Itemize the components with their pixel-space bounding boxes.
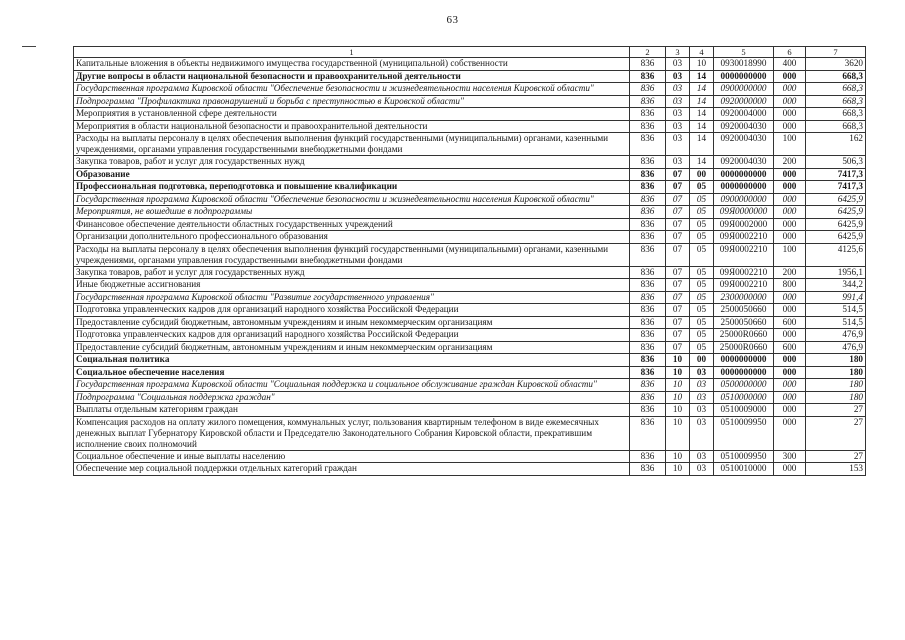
row-amount-cell: 7417,3 <box>806 181 866 194</box>
row-expense-type-cell: 000 <box>774 366 806 379</box>
table-row <box>74 450 866 463</box>
row-name-cell: Образование <box>74 168 630 181</box>
row-section-cell: 07 <box>666 316 690 329</box>
row-section-cell: 03 <box>666 95 690 108</box>
row-name-cell: Социальное обеспечение населения <box>74 366 630 379</box>
row-section-cell: 10 <box>666 463 690 476</box>
row-admin-cell: 836 <box>630 391 666 404</box>
row-amount-cell: 668,3 <box>806 108 866 121</box>
row-subsection-cell: 14 <box>690 108 714 121</box>
row-admin-cell: 836 <box>630 463 666 476</box>
table-row <box>74 463 866 476</box>
row-section-cell: 07 <box>666 266 690 279</box>
row-expense-type-cell: 300 <box>774 450 806 463</box>
row-subsection-cell: 14 <box>690 120 714 133</box>
table-row <box>74 291 866 304</box>
row-target-article-cell: 09Я0002000 <box>714 218 774 231</box>
header-cell-section: 3 <box>666 47 690 58</box>
table-row <box>74 231 866 244</box>
row-name-cell: Государственная программа Кировской области "Обеспечение безопасности и жизнедеятельности населения Кировской области" <box>74 193 630 206</box>
row-amount-cell: 514,5 <box>806 304 866 317</box>
row-subsection-cell: 14 <box>690 95 714 108</box>
row-subsection-cell: 14 <box>690 70 714 83</box>
row-section-cell: 07 <box>666 243 690 266</box>
table-row <box>74 193 866 206</box>
row-subsection-cell: 05 <box>690 266 714 279</box>
table-row <box>74 58 866 71</box>
row-amount-cell: 6425,9 <box>806 206 866 219</box>
row-expense-type-cell: 000 <box>774 231 806 244</box>
row-target-article-cell: 2500050660 <box>714 316 774 329</box>
row-expense-type-cell: 600 <box>774 316 806 329</box>
row-admin-cell: 836 <box>630 108 666 121</box>
row-name-cell: Финансовое обеспечение деятельности областных государственных учреждений <box>74 218 630 231</box>
row-admin-cell: 836 <box>630 329 666 342</box>
budget-table <box>73 46 866 476</box>
row-subsection-cell: 03 <box>690 404 714 417</box>
row-amount-cell: 668,3 <box>806 95 866 108</box>
row-subsection-cell: 03 <box>690 366 714 379</box>
row-name-cell: Государственная программа Кировской области "Развитие государственного управления" <box>74 291 630 304</box>
table-row <box>74 218 866 231</box>
row-target-article-cell: 0930018990 <box>714 58 774 71</box>
row-name-cell: Организации дополнительного профессионального образования <box>74 231 630 244</box>
row-target-article-cell: 09Я0000000 <box>714 206 774 219</box>
row-section-cell: 10 <box>666 379 690 392</box>
row-amount-cell: 991,4 <box>806 291 866 304</box>
page-number: 63 <box>446 14 459 26</box>
row-expense-type-cell: 000 <box>774 291 806 304</box>
table-row <box>74 243 866 266</box>
row-expense-type-cell: 000 <box>774 463 806 476</box>
table-header-row <box>74 47 866 58</box>
row-expense-type-cell: 000 <box>774 416 806 450</box>
table-row <box>74 341 866 354</box>
margin-mark <box>22 46 36 47</box>
row-section-cell: 07 <box>666 279 690 292</box>
row-admin-cell: 836 <box>630 70 666 83</box>
row-section-cell: 10 <box>666 404 690 417</box>
row-subsection-cell: 05 <box>690 291 714 304</box>
row-amount-cell: 7417,3 <box>806 168 866 181</box>
table-row <box>74 391 866 404</box>
table-row <box>74 120 866 133</box>
row-admin-cell: 836 <box>630 366 666 379</box>
row-name-cell: Расходы на выплаты персоналу в целях обеспечения выполнения функций государственными (муниципальными) органами, казенными учреждениями, органами управления государственными внебюджетными фондами <box>74 133 630 156</box>
row-target-article-cell: 09Я0002210 <box>714 243 774 266</box>
row-amount-cell: 180 <box>806 391 866 404</box>
row-section-cell: 03 <box>666 133 690 156</box>
row-name-cell: Подготовка управленческих кадров для организаций народного хозяйства Российской Федерации <box>74 329 630 342</box>
row-section-cell: 07 <box>666 291 690 304</box>
row-target-article-cell: 0000000000 <box>714 366 774 379</box>
row-section-cell: 03 <box>666 120 690 133</box>
table-row <box>74 279 866 292</box>
row-amount-cell: 27 <box>806 404 866 417</box>
row-name-cell: Профессиональная подготовка, переподготовка и повышение квалификации <box>74 181 630 194</box>
row-target-article-cell: 0510009950 <box>714 450 774 463</box>
row-name-cell: Иные бюджетные ассигнования <box>74 279 630 292</box>
row-amount-cell: 3620 <box>806 58 866 71</box>
row-subsection-cell: 03 <box>690 416 714 450</box>
table-row <box>74 354 866 367</box>
row-expense-type-cell: 000 <box>774 108 806 121</box>
row-expense-type-cell: 000 <box>774 391 806 404</box>
row-admin-cell: 836 <box>630 193 666 206</box>
row-subsection-cell: 03 <box>690 463 714 476</box>
row-subsection-cell: 14 <box>690 83 714 96</box>
table-row <box>74 206 866 219</box>
row-admin-cell: 836 <box>630 291 666 304</box>
row-section-cell: 03 <box>666 70 690 83</box>
row-name-cell: Подпрограмма "Профилактика правонарушений и борьба с преступностью в Кировской области" <box>74 95 630 108</box>
row-name-cell: Капитальные вложения в объекты недвижимого имущества государственной (муниципальной) собственности <box>74 58 630 71</box>
row-section-cell: 10 <box>666 450 690 463</box>
row-target-article-cell: 0920004000 <box>714 108 774 121</box>
table-row <box>74 108 866 121</box>
row-expense-type-cell: 000 <box>774 95 806 108</box>
table-row <box>74 416 866 450</box>
row-subsection-cell: 05 <box>690 243 714 266</box>
row-section-cell: 03 <box>666 83 690 96</box>
row-admin-cell: 836 <box>630 416 666 450</box>
row-target-article-cell: 0000000000 <box>714 181 774 194</box>
row-amount-cell: 153 <box>806 463 866 476</box>
row-admin-cell: 836 <box>630 133 666 156</box>
row-admin-cell: 836 <box>630 83 666 96</box>
row-expense-type-cell: 000 <box>774 70 806 83</box>
row-target-article-cell: 0920004030 <box>714 156 774 169</box>
row-expense-type-cell: 200 <box>774 266 806 279</box>
header-cell-name: 1 <box>74 47 630 58</box>
row-amount-cell: 476,9 <box>806 329 866 342</box>
row-admin-cell: 836 <box>630 354 666 367</box>
row-admin-cell: 836 <box>630 231 666 244</box>
row-admin-cell: 836 <box>630 450 666 463</box>
row-admin-cell: 836 <box>630 404 666 417</box>
row-admin-cell: 836 <box>630 168 666 181</box>
row-target-article-cell: 0000000000 <box>714 70 774 83</box>
row-subsection-cell: 05 <box>690 341 714 354</box>
row-subsection-cell: 05 <box>690 206 714 219</box>
table-row <box>74 168 866 181</box>
row-expense-type-cell: 000 <box>774 83 806 96</box>
row-name-cell: Подпрограмма "Социальная поддержка граждан" <box>74 391 630 404</box>
row-expense-type-cell: 000 <box>774 329 806 342</box>
table-row <box>74 70 866 83</box>
row-target-article-cell: 0920000000 <box>714 95 774 108</box>
row-target-article-cell: 0000000000 <box>714 354 774 367</box>
row-subsection-cell: 10 <box>690 58 714 71</box>
row-section-cell: 07 <box>666 193 690 206</box>
row-subsection-cell: 05 <box>690 316 714 329</box>
row-target-article-cell: 25000R0660 <box>714 341 774 354</box>
row-admin-cell: 836 <box>630 266 666 279</box>
row-target-article-cell: 0000000000 <box>714 168 774 181</box>
row-amount-cell: 1956,1 <box>806 266 866 279</box>
row-name-cell: Социальное обеспечение и иные выплаты населению <box>74 450 630 463</box>
row-expense-type-cell: 000 <box>774 404 806 417</box>
row-admin-cell: 836 <box>630 341 666 354</box>
row-expense-type-cell: 000 <box>774 120 806 133</box>
header-cell-expense-type: 6 <box>774 47 806 58</box>
row-section-cell: 10 <box>666 366 690 379</box>
row-expense-type-cell: 000 <box>774 206 806 219</box>
row-amount-cell: 180 <box>806 354 866 367</box>
row-amount-cell: 6425,9 <box>806 193 866 206</box>
row-amount-cell: 344,2 <box>806 279 866 292</box>
row-target-article-cell: 25000R0660 <box>714 329 774 342</box>
row-amount-cell: 27 <box>806 450 866 463</box>
row-admin-cell: 836 <box>630 206 666 219</box>
row-section-cell: 07 <box>666 341 690 354</box>
row-admin-cell: 836 <box>630 379 666 392</box>
table-row <box>74 156 866 169</box>
row-section-cell: 07 <box>666 231 690 244</box>
table-row <box>74 83 866 96</box>
row-expense-type-cell: 000 <box>774 379 806 392</box>
row-name-cell: Закупка товаров, работ и услуг для государственных нужд <box>74 156 630 169</box>
row-expense-type-cell: 000 <box>774 181 806 194</box>
row-name-cell: Мероприятия в области национальной безопасности и правоохранительной деятельности <box>74 120 630 133</box>
row-admin-cell: 836 <box>630 218 666 231</box>
row-amount-cell: 514,5 <box>806 316 866 329</box>
row-expense-type-cell: 400 <box>774 58 806 71</box>
row-subsection-cell: 05 <box>690 304 714 317</box>
row-target-article-cell: 09Я0002210 <box>714 279 774 292</box>
table-row <box>74 329 866 342</box>
row-admin-cell: 836 <box>630 95 666 108</box>
row-target-article-cell: 0510009950 <box>714 416 774 450</box>
table-row <box>74 404 866 417</box>
row-expense-type-cell: 000 <box>774 218 806 231</box>
row-section-cell: 07 <box>666 206 690 219</box>
row-amount-cell: 162 <box>806 133 866 156</box>
row-subsection-cell: 14 <box>690 133 714 156</box>
row-target-article-cell: 09Я0002210 <box>714 231 774 244</box>
row-amount-cell: 180 <box>806 379 866 392</box>
row-amount-cell: 6425,9 <box>806 231 866 244</box>
row-section-cell: 07 <box>666 168 690 181</box>
table-row <box>74 379 866 392</box>
row-subsection-cell: 05 <box>690 193 714 206</box>
row-target-article-cell: 2300000000 <box>714 291 774 304</box>
row-amount-cell: 668,3 <box>806 70 866 83</box>
row-target-article-cell: 2500050660 <box>714 304 774 317</box>
row-target-article-cell: 0900000000 <box>714 83 774 96</box>
row-target-article-cell: 0510000000 <box>714 391 774 404</box>
row-subsection-cell: 05 <box>690 181 714 194</box>
header-cell-admin: 2 <box>630 47 666 58</box>
row-name-cell: Подготовка управленческих кадров для организаций народного хозяйства Российской Федерации <box>74 304 630 317</box>
row-name-cell: Государственная программа Кировской области "Обеспечение безопасности и жизнедеятельности населения Кировской области" <box>74 83 630 96</box>
table-row <box>74 95 866 108</box>
row-expense-type-cell: 000 <box>774 168 806 181</box>
row-name-cell: Расходы на выплаты персоналу в целях обеспечения выполнения функций государственными (муниципальными) органами, казенными учреждениями, органами управления государственными внебюджетными фондами <box>74 243 630 266</box>
row-section-cell: 10 <box>666 416 690 450</box>
row-amount-cell: 6425,9 <box>806 218 866 231</box>
row-section-cell: 07 <box>666 329 690 342</box>
row-subsection-cell: 05 <box>690 231 714 244</box>
row-target-article-cell: 0920004030 <box>714 120 774 133</box>
row-section-cell: 03 <box>666 108 690 121</box>
table-row <box>74 304 866 317</box>
row-amount-cell: 668,3 <box>806 120 866 133</box>
row-amount-cell: 506,3 <box>806 156 866 169</box>
row-expense-type-cell: 600 <box>774 341 806 354</box>
row-expense-type-cell: 100 <box>774 133 806 156</box>
row-admin-cell: 836 <box>630 243 666 266</box>
row-expense-type-cell: 000 <box>774 354 806 367</box>
header-cell-target-article: 5 <box>714 47 774 58</box>
row-admin-cell: 836 <box>630 304 666 317</box>
row-admin-cell: 836 <box>630 58 666 71</box>
row-name-cell: Другие вопросы в области национальной безопасности и правоохранительной деятельности <box>74 70 630 83</box>
row-section-cell: 07 <box>666 181 690 194</box>
row-expense-type-cell: 000 <box>774 304 806 317</box>
row-name-cell: Предоставление субсидий бюджетным, автономным учреждениям и иным некоммерческим организациям <box>74 341 630 354</box>
row-section-cell: 10 <box>666 391 690 404</box>
row-name-cell: Выплаты отдельным категориям граждан <box>74 404 630 417</box>
row-admin-cell: 836 <box>630 181 666 194</box>
row-expense-type-cell: 800 <box>774 279 806 292</box>
row-subsection-cell: 03 <box>690 391 714 404</box>
row-name-cell: Предоставление субсидий бюджетным, автономным учреждениям и иным некоммерческим организациям <box>74 316 630 329</box>
row-section-cell: 07 <box>666 304 690 317</box>
row-subsection-cell: 14 <box>690 156 714 169</box>
row-name-cell: Государственная программа Кировской области "Социальная поддержка и социальное обслуживание граждан Кировской области" <box>74 379 630 392</box>
header-cell-amount: 7 <box>806 47 866 58</box>
row-admin-cell: 836 <box>630 156 666 169</box>
row-subsection-cell: 05 <box>690 329 714 342</box>
row-name-cell: Обеспечение мер социальной поддержки отдельных категорий граждан <box>74 463 630 476</box>
row-target-article-cell: 09Я0002210 <box>714 266 774 279</box>
row-admin-cell: 836 <box>630 316 666 329</box>
row-name-cell: Компенсация расходов на оплату жилого помещения, коммунальных услуг, пользования квартирным телефоном в виде ежемесячных денежных выплат Губернатору Кировской области и Председателю Законодательного Собрания Кировской области, прекратившим исполнение своих полномочий <box>74 416 630 450</box>
row-admin-cell: 836 <box>630 120 666 133</box>
budget-table-body <box>74 47 866 476</box>
row-amount-cell: 476,9 <box>806 341 866 354</box>
row-amount-cell: 180 <box>806 366 866 379</box>
row-expense-type-cell: 100 <box>774 243 806 266</box>
row-target-article-cell: 0510009000 <box>714 404 774 417</box>
row-subsection-cell: 05 <box>690 279 714 292</box>
row-target-article-cell: 0500000000 <box>714 379 774 392</box>
row-target-article-cell: 0510010000 <box>714 463 774 476</box>
row-name-cell: Мероприятия в установленной сфере деятельности <box>74 108 630 121</box>
row-expense-type-cell: 200 <box>774 156 806 169</box>
row-section-cell: 07 <box>666 218 690 231</box>
row-target-article-cell: 0920004030 <box>714 133 774 156</box>
row-name-cell: Мероприятия, не вошедшие в подпрограммы <box>74 206 630 219</box>
row-target-article-cell: 0900000000 <box>714 193 774 206</box>
table-row <box>74 316 866 329</box>
row-subsection-cell: 00 <box>690 168 714 181</box>
table-row <box>74 266 866 279</box>
row-amount-cell: 27 <box>806 416 866 450</box>
row-section-cell: 03 <box>666 58 690 71</box>
row-amount-cell: 668,3 <box>806 83 866 96</box>
header-cell-subsection: 4 <box>690 47 714 58</box>
row-admin-cell: 836 <box>630 279 666 292</box>
row-section-cell: 03 <box>666 156 690 169</box>
row-subsection-cell: 03 <box>690 379 714 392</box>
table-row <box>74 366 866 379</box>
row-subsection-cell: 03 <box>690 450 714 463</box>
table-row <box>74 133 866 156</box>
row-name-cell: Социальная политика <box>74 354 630 367</box>
row-subsection-cell: 00 <box>690 354 714 367</box>
row-section-cell: 10 <box>666 354 690 367</box>
row-name-cell: Закупка товаров, работ и услуг для государственных нужд <box>74 266 630 279</box>
row-amount-cell: 4125,6 <box>806 243 866 266</box>
row-subsection-cell: 05 <box>690 218 714 231</box>
row-expense-type-cell: 000 <box>774 193 806 206</box>
table-row <box>74 181 866 194</box>
